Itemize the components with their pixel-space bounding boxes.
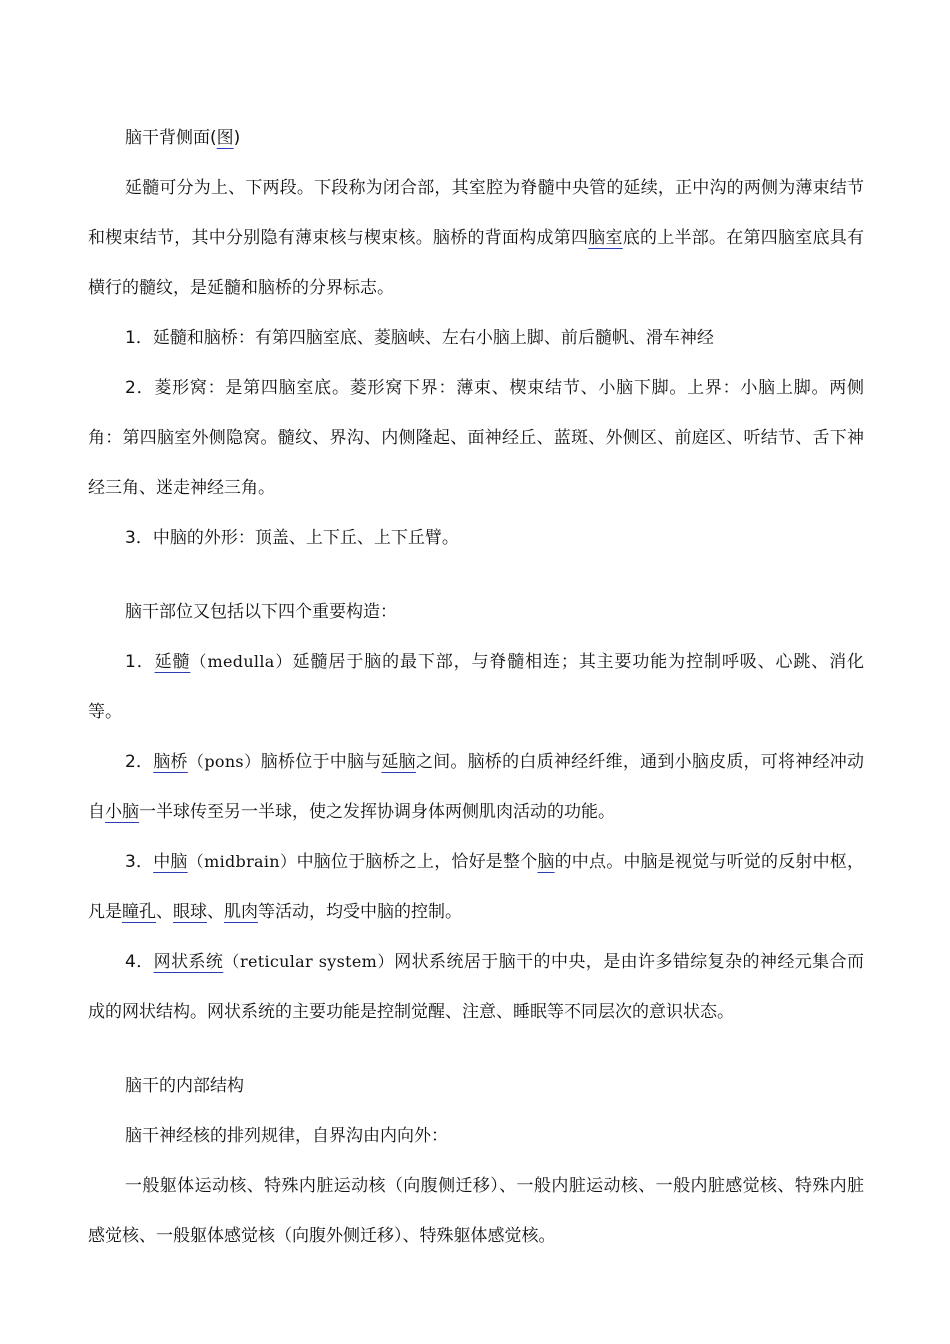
structure-item-pons: 2．脑桥（pons）脑桥位于中脑与延脑之间。脑桥的白质神经纤维，通到小脑皮质，可将神经冲动自小脑一半球传至另一半球，使之发挥协调身体两侧肌肉活动的功能。 bbox=[88, 752, 865, 822]
ventricle-link[interactable]: 脑室 bbox=[588, 228, 623, 248]
muscle-link[interactable]: 肌肉 bbox=[224, 902, 258, 922]
nuclei-list: 一般躯体运动核、特殊内脏运动核（向腹侧迁移）、一般内脏运动核、一般内脏感觉核、特殊内脏感觉核、一般躯体感觉核（向腹外侧迁移）、特殊躯体感觉核。 bbox=[88, 1176, 864, 1246]
section-heading-internal: 脑干的内部结构 bbox=[125, 1076, 244, 1096]
reticular-system-link[interactable]: 网状系统 bbox=[153, 952, 224, 972]
brain-link[interactable]: 脑 bbox=[537, 852, 555, 872]
list-item-3: 3．中脑的外形：顶盖、上下丘、上下丘臂。 bbox=[125, 528, 459, 548]
figure-link[interactable]: 图 bbox=[216, 128, 234, 148]
list-item-2: 2．菱形窝：是第四脑室底。菱形窝下界：薄束、楔束结节、小脑下脚。上界：小脑上脚。两侧角：第四脑室外侧隐窝。髓纹、界沟、内侧隆起、面神经丘、蓝斑、外侧区、前庭区、听结节、舌下神经三角、迷走神经三角。 bbox=[88, 378, 864, 498]
section-heading-four-structures: 脑干部位又包括以下四个重要构造： bbox=[125, 602, 397, 622]
cerebellum-link[interactable]: 小脑 bbox=[105, 802, 139, 822]
structure-item-medulla: 1．延髓（medulla）延髓居于脑的最下部，与脊髓相连；其主要功能为控制呼吸、心跳、消化等。 bbox=[88, 652, 864, 722]
section-title-dorsal: 脑干背侧面(图) bbox=[125, 128, 241, 148]
list-item-1: 1．延髓和脑桥：有第四脑室底、菱脑峡、左右小脑上脚、前后髓帆、滑车神经 bbox=[125, 328, 714, 348]
medulla-link[interactable]: 延髓 bbox=[154, 652, 191, 672]
structure-item-reticular: 4．网状系统（reticular system）网状系统居于脑干的中央，是由许多错综复杂的神经元集合而成的网状结构。网状系统的主要功能是控制觉醒、注意、睡眠等不同层次的意识状态。 bbox=[88, 952, 864, 1022]
paragraph-medulla-pons: 延髓可分为上、下两段。下段称为闭合部，其室腔为脊髓中央管的延续，正中沟的两侧为薄束结节和楔束结节，其中分别隐有薄束核与楔束核。脑桥的背面构成第四脑室底的上半部。在第四脑室底具有横行的髓纹，是延髓和脑桥的分界标志。 bbox=[88, 178, 864, 298]
midbrain-link[interactable]: 中脑 bbox=[153, 852, 188, 872]
eyeball-link[interactable]: 眼球 bbox=[173, 902, 207, 922]
medulla-alt-link[interactable]: 延脑 bbox=[381, 752, 416, 772]
pons-link[interactable]: 脑桥 bbox=[153, 752, 188, 772]
arrangement-rule: 脑干神经核的排列规律，自界沟由内向外： bbox=[125, 1126, 448, 1146]
pupil-link[interactable]: 瞳孔 bbox=[122, 902, 156, 922]
structure-item-midbrain: 3．中脑（midbrain）中脑位于脑桥之上，恰好是整个脑的中点。中脑是视觉与听觉的反射中枢，凡是瞳孔、眼球、肌肉等活动，均受中脑的控制。 bbox=[88, 852, 865, 922]
